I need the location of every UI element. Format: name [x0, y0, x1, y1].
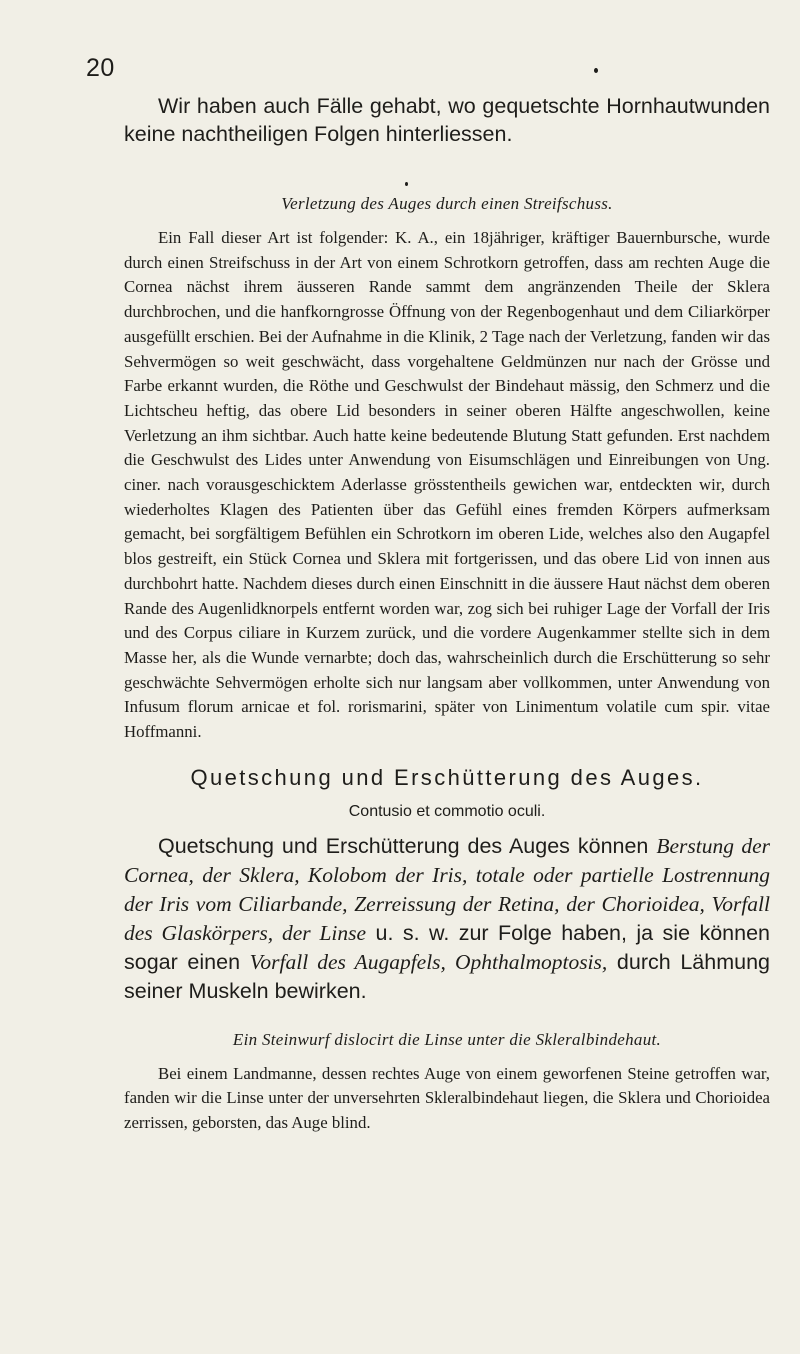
contusion-text-start: Quetschung und Erschütterung des Auges können [158, 833, 657, 858]
section-title-streifschuss: Verletzung des Auges durch einen Streifschuss. [281, 194, 613, 213]
case-report-steinwurf: Bei einem Landmanne, dessen rechtes Auge von einem geworfenen Steine getroffen war, fanden wir die Linse unter der unversehrten Skleralbindehaut liegen, die Sklera und Chorioidea zerrissen, geborsten, das Auge blind. [124, 1063, 770, 1133]
section-heading-quetschung: Quetschung und Erschütterung des Auges. [190, 764, 704, 790]
section-title-steinwurf: Ein Steinwurf dislocirt die Linse unter die Skleralbindehaut. [232, 1029, 662, 1049]
latin-subheading: Contusio et commotio oculi. [348, 802, 546, 820]
contusion-italic-consequences: Berstung der Cornea, der Sklera, Kolobom der Iris, totale oder partielle Lostrennung der Iris vom Ciliarbande, Zerreissung der Retina, der Chorioidea, Vorfall des Glaskörpers, der Linse [124, 833, 771, 945]
contusion-text-end: durch Lähmung seiner Muskeln bewirken. [124, 949, 770, 1003]
contusion-paragraph [124, 832, 770, 1006]
contusion-text-middle: u. s. w. zur Folge haben, ja sie können sogar einen [124, 920, 770, 974]
intro-paragraph: Wir haben auch Fälle gehabt, wo gequetschte Hornhautwunden keine nachtheiligen Folgen hinterliessen. [124, 94, 770, 146]
ink-speck [594, 68, 598, 73]
page-number: 20 [86, 54, 115, 82]
case-report-streifschuss: Ein Fall dieser Art ist folgender: K. A., ein 18jähriger, kräftiger Bauernbursche, wurde durch einen Streifschuss in der Art von einem Schrotkorn getroffen, dass am rechten Auge die Cornea nächst ihrem äusseren Rande sammt dem angränzenden Theile der Sklera durchbrochen, und die hanfkorngrosse Öffnung von der Regenbogenhaut und dem Ciliarkörper ausgefüllt erschien. Bei der Aufnahme in die Klinik, 2 Tage nach der Verletzung, fanden wir das Sehvermögen so weit geschwächt, dass vorgehaltene Geldmünzen nur nach der Grösse und Farbe erkannt wurden, die Röthe und Geschwulst der Bindehaut mässig, den Schmerz und die Lichtscheu heftig, das obere Lid besonders in seiner oberen Hälfte angeschwollen, keine Verletzung an ihm sichtbar. Auch hatte keine bedeutende Blutung Statt gefunden. Erst nachdem die Geschwulst des Lides unter Anwendung von Eisumschlägen und Einreibungen von Ung. ciner. nach vorausgeschicktem Aderlasse grösstentheils gewichen war, entdeckten wir, durch wiederholtes Klagen des Patienten über das Gefühl eines fremden Körpers aufmerksam gemacht, bei sorgfältigem Befühlen ein Schrotkorn im oberen Lide, welches also den Augapfel blos gestreift, ein Stück Cornea und Sklera mit fortgerissen, und das obere Lid von innen aus durchbohrt hatte. Nachdem dieses durch einen Einschnitt in die äussere Haut nächst dem oberen Rande des Augenlidknorpels entfernt worden war, zog sich bei ruhiger Lage der Vorfall der Iris und des Corpus ciliare in Kurzem zurück, und die vordere Augenkammer stellte sich in dem Masse her, als die Wunde vernarbte; doch das, wahrscheinlich durch die Erschütterung so sehr geschwächte Sehvermögen erholte sich nur langsam aber vollkommen, unter Anwendung von Infusum florum arnicae et fol. rorismarini, später von Linimentum volatile cum spir. vitae Hoffmanni. [124, 228, 770, 742]
contusion-italic-ophthalmoptosis: Vorfall des Augapfels, Ophthalmoptosis, [249, 949, 608, 974]
text-body [124, 92, 770, 1136]
